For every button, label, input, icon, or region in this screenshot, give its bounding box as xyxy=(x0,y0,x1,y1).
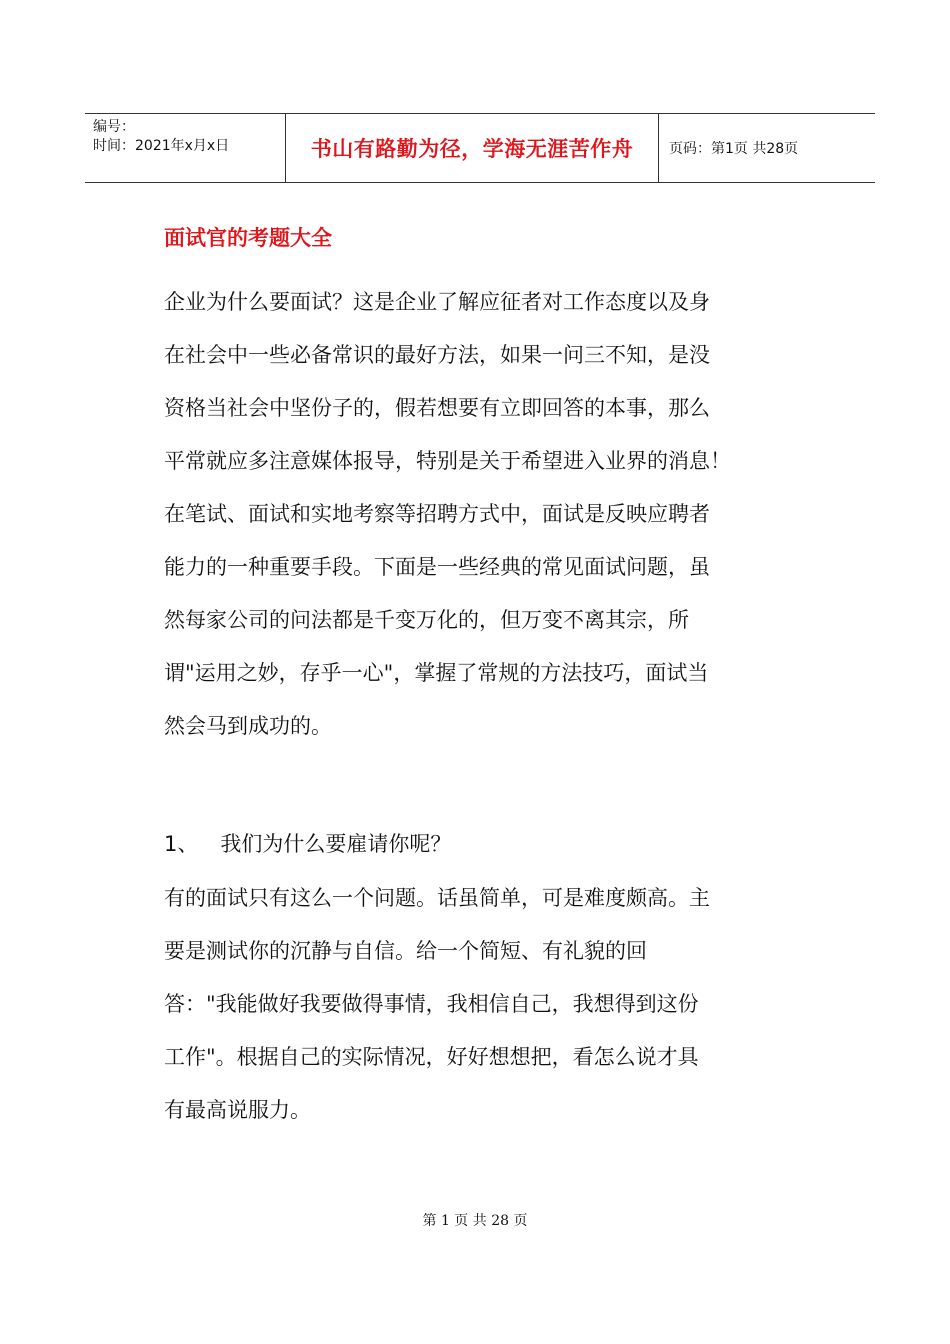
motto-text: 书山有路勤为径，学海无涯苦作舟 xyxy=(310,137,634,161)
answer-line: 要是测试你的沉静与自信。给一个简短、有礼貌的回 xyxy=(164,939,647,963)
intro-line: 谓"运用之妙，存乎一心"，掌握了常规的方法技巧，面试当 xyxy=(164,661,709,685)
time-label: 时间：2021年x月x日 xyxy=(93,138,230,154)
page-footer: 第 1 页 共 28 页 xyxy=(422,1213,528,1229)
question-text: 我们为什么要雇请你呢？ xyxy=(220,832,452,856)
intro-line: 在笔试、面试和实地考察等招聘方式中，面试是反映应聘者 xyxy=(164,502,710,526)
document-title: 面试官的考题大全 xyxy=(164,226,332,250)
intro-line: 然会马到成功的。 xyxy=(164,714,332,738)
intro-line: 平常就应多注意媒体报导，特别是关于希望进入业界的消息！ xyxy=(164,449,731,473)
answer-paragraph xyxy=(164,872,804,1137)
answer-line: 有最高说服力。 xyxy=(164,1098,311,1122)
intro-line: 企业为什么要面试？这是企业了解应征者对工作态度以及身 xyxy=(164,290,710,314)
intro-paragraph xyxy=(164,276,804,753)
number-label: 编号： xyxy=(93,119,135,135)
answer-line: 有的面试只有这么一个问题。话虽简单，可是难度颇高。主 xyxy=(164,886,710,910)
header-page-cell xyxy=(659,114,875,182)
intro-line: 在社会中一些必备常识的最好方法，如果一问三不知，是没 xyxy=(164,343,710,367)
intro-line: 能力的一种重要手段。下面是一些经典的常见面试问题，虽 xyxy=(164,555,710,579)
intro-line: 资格当社会中坚份子的，假若想要有立即回答的本事，那么 xyxy=(164,396,710,420)
page-label: 页码：第1页 共28页 xyxy=(669,141,799,157)
question-heading xyxy=(164,818,451,871)
question-number: 1、 xyxy=(164,832,199,856)
answer-line: 答："我能做好我要做得事情，我相信自己，我想得到这份 xyxy=(164,992,699,1016)
header-motto-cell xyxy=(286,114,659,182)
answer-line: 工作"。根据自己的实际情况，好好想想把，看怎么说才具 xyxy=(164,1045,699,1069)
document-header xyxy=(85,113,875,183)
intro-line: 然每家公司的问法都是千变万化的，但万变不离其宗，所 xyxy=(164,608,689,632)
header-meta-cell xyxy=(85,114,286,182)
